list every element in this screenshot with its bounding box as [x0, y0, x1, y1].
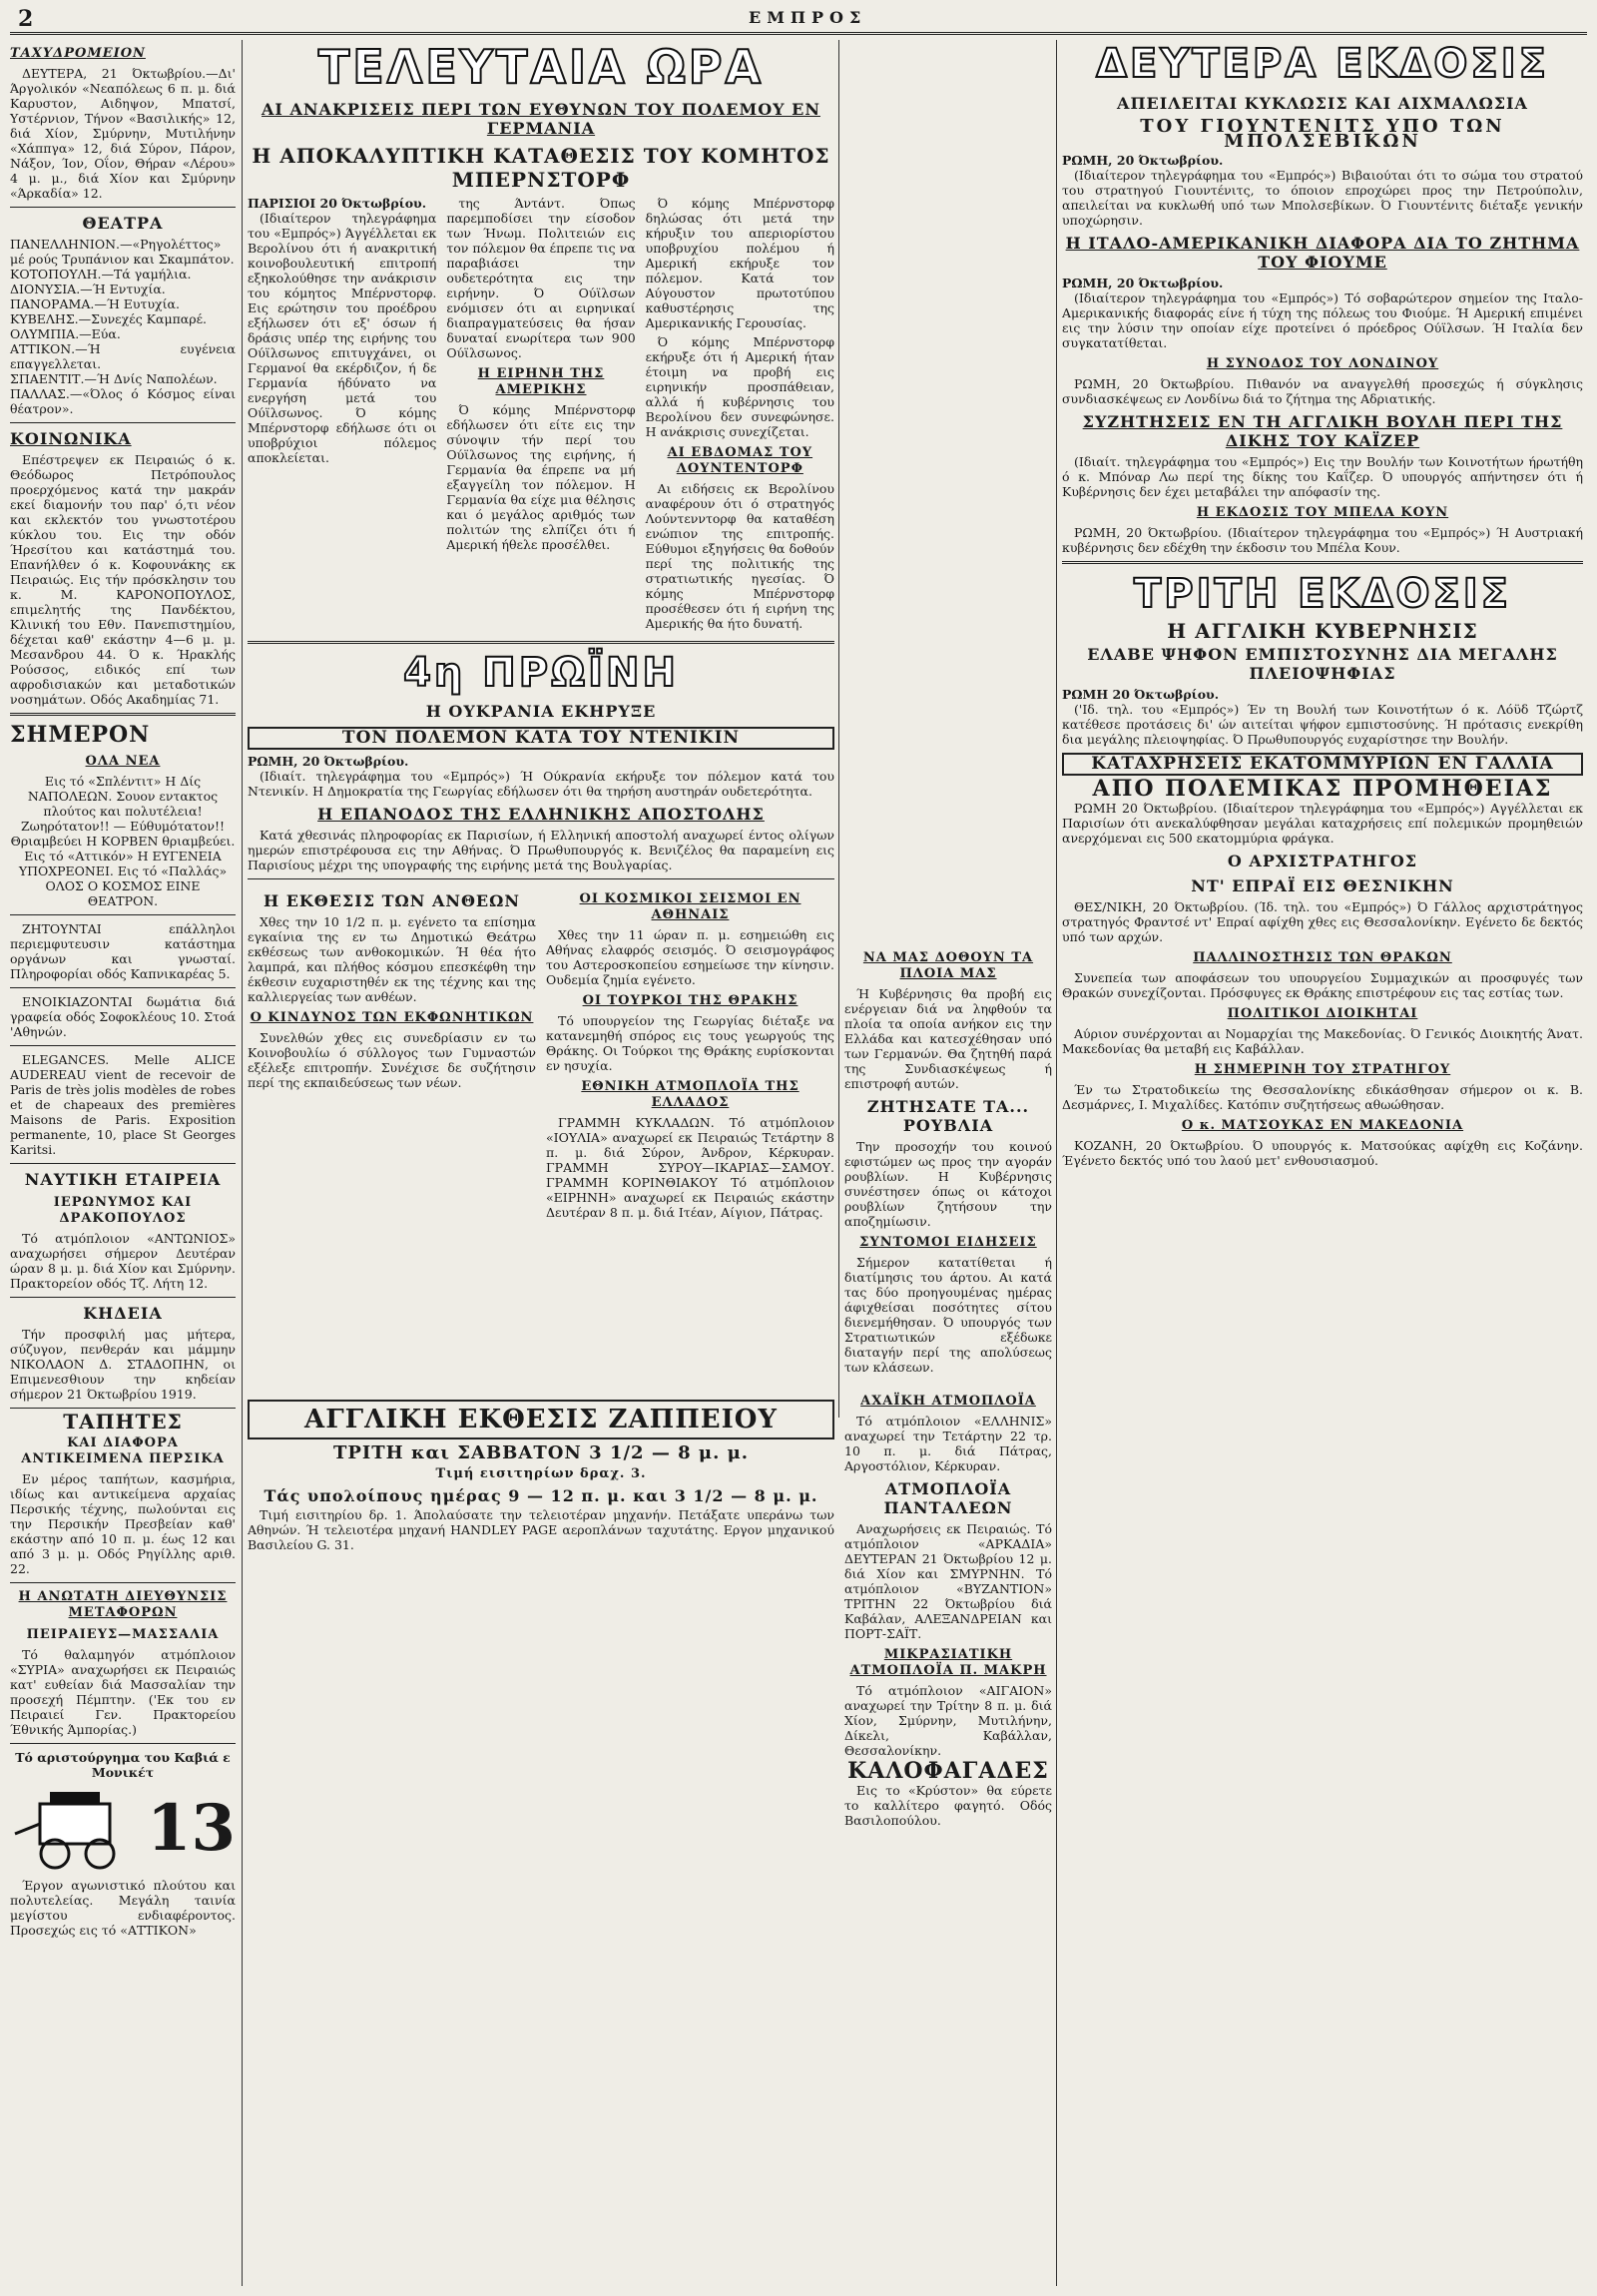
ad-number: 13 [146, 1791, 236, 1866]
mission-text: Κατά χθεσινάς πληροφορίας εκ Παρισίων, ή Ελληνική αποστολή αναχωρεί έντος ολίγων ημερών επιστρέφουσα εις την Αθήνας. Ό Πρωθυπουργός κ. Βενιζέλος θα παραμείνη εις Παρισίους μέχρι της υπογραφής της ειρήνης μετά της Βουλγαρίας. [248, 828, 834, 872]
column-rule [838, 40, 839, 1418]
theatre-line: ΣΠΑΕΝΤΙΤ.—Ή Δνίς Ναπολέων. [10, 371, 218, 386]
general-subtitle: ΝΤ' ΕΠΡΑΪ ΕΙΣ ΘΕΣΝΙΚΗΝ [1191, 876, 1454, 895]
flowers-text: Χθες την 10 1/2 π. μ. εγένετο τα επίσημα εγκαίνια της εν τω Δημοτικώ Θεάτρω εκθέσεως των ανθοκομικών. Ή θέα ήτο λαμπρά, και πλήθος κόσμου επεσκέφθη την έκθεσιν ευχαριστηθέν εκ της τέχνης και της καλλιεργείας των ανθέων. [248, 914, 536, 1004]
carpet-text: Εν μέρος ταπήτων, κασμήρια, ιδίως και αντικείμενα αρχαίας Περσικής τέχνης, πωλούνται εις την Περσικήν Πρεσβείαν καθ' εκάστην από 10 π. μ. έως 12 και από 3 μ. μ. Οδός Ρηγίλλης αριθ. 22. [10, 1471, 236, 1576]
mstr-text: ΚΟΖΑΝΗ, 20 Όκτωβρίου. Ό υπουργός κ. Ματσούκας αφίχθη εις Κοζάνην. Έγένετο δεκτός υπό του λαού μετ' ενθουσιασμού. [1062, 1138, 1583, 1168]
theatre-line: ΟΛΥΜΠΙΑ.—Εύα. [10, 326, 121, 341]
kid-text: Συνελθών χθες εις συνεδρίασιν εν τω Κοινοβουλίω ό σύλλογος των Γυμναστών εξέλεξε επιτροπήν. Συνέχισε δε συζήτησιν περί της εκπαιδεύσεως των νέων. [248, 1030, 536, 1090]
post-text: ΔΕΥΤΕΡΑ, 21 Όκτωβρίου.—Δι' Άργολικόν «Νεαπόλεως 6 π. μ. διά Καρυστον, Αιδηψον, Μπατσί, Υστέρνιον, Τήνον «Βασιλικής» 12, διά Χίον, Σμύρνην, Μυτιλήνην «Χάππγα» 12, διά Σύρον, Πάρον, Νάξον, Ίον, Οΐον, Θήραν «Λέρου» 4 μ. μ., διά Χίον και Σμύρνην «Άρκαδία» 12. [10, 66, 236, 201]
london-text: ΡΩΜΗ, 20 Όκτωβρίου. Πιθανόν να αναγγελθή προσεχώς ή σύγκλησις συνδιασκέψεως εν Λονδίνω διά το ζήτημα της Αδριατικής. [1062, 376, 1583, 406]
section-title: ΑΙ ΕΒΔΟΜΑΣ ΤΟΥ ΛΟΥΝΤΕΝΤΟΡΦ [667, 445, 813, 476]
national-title: ΕΘΝΙΚΗ ΑΤΜΟΠΛΟΪΑ ΤΗΣ ΕΛΛΑΔΟΣ [581, 1079, 799, 1110]
uk-subtitle: ΕΛΑΒΕ ΨΗΦΟΝ ΕΜΠΙΣΤΟΣΥΝΗΣ ΔΙΑ ΜΕΓΑΛΗΣ ΠΛΕΙΟΨΗΦΙΑΣ [1087, 645, 1558, 683]
rent-ad: ΕΝΟΙΚΙΑΖΟΝΤΑΙ δωμάτια διά γραφεία οδός Σοφοκλέους 10. Στοά 'Αθηνών. [10, 994, 236, 1039]
exhibit-banner: ΑΓΓΛΙΚΗ ΕΚΘΕΣΙΣ ΖΑΠΠΕΙΟΥ [248, 1400, 834, 1439]
army-title: Η ΣΗΜΕΡΙΝΗ ΤΟΥ ΣΤΡΑΤΗΓΟΥ [1194, 1062, 1451, 1077]
rouble-title: ΖΗΤΗΣΑΤΕ ΤΑ... ΡΟΥΒΛΙΑ [866, 1097, 1030, 1135]
column-rule [1056, 40, 1057, 2286]
theatre-title: ΘΕΑΤΡΑ [82, 214, 164, 233]
second-edition-banner: ΔΕΥΤΕΡΑ ΕΚΔΟΣΙΣ [1096, 41, 1549, 87]
pantaleon-text: Αναχωρήσεις εκ Πειραιώς. Τό ατμόπλοιον «ΑΡΚΑΔΙΑ» ΔΕΥΤΕΡΑΝ 21 Όκτωβρίου 12 μ. διά Χίον και ΣΜΥΡΝΗΝ. Τό ατμόπλοιον «ΒΥΖΑΝΤΙΟΝ» ΤΡΙΤΗΝ 22 Όκτωβρίου διά Καβάλαν, ΑΛΕΞΑΝΔΡΕΙΑΝ και ΠΟΡΤ-ΣΑΪΤ. [844, 1521, 1052, 1641]
article-text: Ό κόμης Μπέρνστορφ δηλώσας ότι μετά την κήρυξιν του απεριορίστου υποβρυχίου πολέμου ή Αμερική εκήρυξε τον πόλεμον. Κατά τον Αύγουστον πρωτοτύπου καθυστέρησις της Αμερικανικής Γερουσίας. [645, 196, 834, 330]
cosmos-title: ΟΙ ΚΟΣΜΙΚΟΙ ΣΕΙΣΜΟΙ ΕΝ ΑΘΗΝΑΙΣ [579, 891, 801, 922]
salonika-title: ΠΑΛΛΙΝΟΣΤΗΣΙΣ ΤΩΝ ΘΡΑΚΩΝ [1193, 950, 1452, 965]
kiev-subtitle: ΤΟΥ ΓΙΟΥΝΤΕΝΙΤΣ ΥΠΟ ΤΩΝ ΜΠΟΛΣΕΒΙΚΩΝ [1140, 116, 1505, 152]
pantaleon-title: ΑΤΜΟΠΛΟΪΑ ΠΑΝΤΑΛΕΩΝ [883, 1479, 1013, 1517]
fourth-edition-banner: 4η ΠΡΩΪΝΗ [403, 650, 679, 696]
article-text: (Ιδιαίτερον τηλεγράφημα του «Εμπρός») Άγγέλλεται εκ Βερολίνου ότι ή ανακριτική κοινοβουλευτική επιτροπή εξηκολούθησε την ανάκρισιν του κόμητος Μπέρνστορφ. Εις ερώτησιν του προέδρου εξήλωσεν ότι εξ' όσων ή δράσις υπέρ της ειρήνης του Ούϊλσωνος επιτυγχάνει, οι Γερμανοί θα εκέρδιζον, ή δε Γερμανία ήδύνατο να ενεργήση μετά του Ούϊλσωνος. Ό κόμης Μπέρνστορφ εδήλωσε ότι οι υποβρύχιοι πόλεμος αποκλείεται. [248, 211, 437, 465]
general-text: ΘΕΣ/ΝΙΚΗ, 20 Όκτωβρίου. (Ίδ. τηλ. του «Εμπρός») Ό Γάλλος αρχιστράτηγος στρατηγός Φραντσέ ντ' Επραί αφίχθη χθες εις Θεσσαλονίκην. Εγένετο δε δεκτός υπό των αρχών. [1062, 899, 1583, 944]
last-hour-subtitle: ΑΙ ΑΝΑΚΡΙΣΕΙΣ ΠΕΡΙ ΤΩΝ ΕΥΘΥΝΩΝ ΤΟΥ ΠΟΛΕΜΟΥ ΕΝ ΓΕΡΜΑΝΙΑ [262, 100, 820, 138]
london-title: Η ΣΥΝΟΔΟΣ ΤΟΥ ΛΟΝΔΙΝΟΥ [1206, 356, 1439, 371]
page-number: 2 [18, 6, 34, 32]
shipping-text: Τό ατμόπλοιον «ΑΝΤΩΝΙΟΣ» αναχωρήσει σήμερον Δευτέραν ώραν 8 μ. μ. διά Χίον και Σμύρνην. Πρακτορείον οδός Τζ. Λήτη 12. [10, 1231, 236, 1291]
ships-text: Ή Κυβέρνησις θα προβή εις ενέργειαν διά να ληφθούν τα πλοία τα οποία ανήκον εις την Ελλάδα και κατεσχέθησαν υπό των Γερμανών. Θα ζητηθή παρά της Συνδιασκέψεως ή επιστροφή αυτών. [844, 986, 1052, 1091]
army-text: Έν τω Στρατοδικείω της Θεσσαλονίκης εδικάσθησαν σήμερον οι κ. Β. Δεσμάρνες, Ι. Μιχαλίδες. Κατόπιν συζητήσεως αθωώθησαν. [1062, 1082, 1583, 1112]
fiume-dateline: ΡΩΜΗ, 20 Όκτωβρίου. [1062, 276, 1224, 290]
mission-title: Η ΕΠΑΝΟΔΟΣ ΤΗΣ ΕΛΛΗΝΙΚΗΣ ΑΠΟΣΤΟΛΗΣ [317, 805, 765, 824]
theatre-line: ΚΟΤΟΠΟΥΛΗ.—Τά γαμήλια. [10, 267, 192, 282]
funeral-title: ΚΗΔΕΙΑ [83, 1304, 163, 1323]
attikon-ad-line: Τό αριστούργημα του Καβιά ε Μονικέτ [15, 1750, 231, 1780]
column-rule [242, 40, 243, 2286]
social-text: Επέστρεψεν εκ Πειραιώς ό κ. Θεόδωρος Πετρόπουλος προερχόμενος κατά την μακράν εκεί διαμονήν του παρ' ό,τι νέον και εκλεκτόν του γνωστοτέρου κύκλου του. Εις την οδόν Ήρεσίτου και κατάστημά του. Επανήλθεν ό κ. Κοφουνάκης εκ Πειραιώς. Εις τήν πρόσκλησιν του κ. Μ. ΚΑΡΟΝΟΠΟΥΛΟΣ, επιμελητής της Πανδέκτου, Κλινική του Εθν. Πανεπιστημίου, δέχεται καθ' εκάστην 4—6 μ. μ. Μεσανδρου 44. Ό κ. Ήρακλής Ρούσσος, ειδικός επί των αφροδισιακών και μεταδοτικών νοσημάτων. Οδός Ακαδημίας 71. [10, 452, 236, 707]
dateline: ΠΑΡΙΣΙΟΙ 20 Όκτωβρίου. [248, 196, 427, 211]
general-title: Ο ΑΡΧΙΣΤΡΑΤΗΓΟΣ [1227, 852, 1418, 870]
transport-subtitle: ΠΕΙΡΑΙΕΥΣ—ΜΑΣΣΑΛΙΑ [26, 1627, 220, 1642]
attikon-ad-text: Έργον αγωνιστικό πλούτου και πολυτελείας. Μεγάλη ταινία μεγίστου ενδιαφέροντος. Προσεχώς εις τό «ΑΤΤΙΚΟΝ» [10, 1878, 236, 1938]
today-subtitle: ΟΛΑ ΝΕΑ [85, 754, 161, 769]
article-text: Ό κόμης Μπέρνστορφ εκήρυξε ότι ή Αμερική ήταν έτοιμη να προβή εις ειρηνικήν προσπάθειαν, αλλά ή κυβέρνησις του Βερολίνου δεν συνεφώνησε. Η ανάκρισις συνεχίζεται. [645, 334, 834, 439]
last-hour-banner: ΤΕΛΕΥΤΑΙΑ ΩΡΑ [317, 40, 765, 94]
shipping-title: ΝΑΥΤΙΚΗ ΕΤΑΙΡΕΙΑ [24, 1170, 222, 1189]
shipping-subtitle: ΙΕΡΩΝΥΜΟΣ ΚΑΙ ΔΡΑΚΟΠΟΥΛΟΣ [53, 1195, 193, 1226]
social-title: ΚΟΙΝΩΝΙΚΑ [10, 429, 132, 448]
ships-title: ΝΑ ΜΑΣ ΔΟΘΟΥΝ ΤΑ ΠΛΟΙΑ ΜΑΣ [862, 950, 1034, 981]
uk-text: ('Ιδ. τηλ. του «Εμπρός») Έν τη Βουλή των Κοινοτήτων ό κ. Λόϋδ Τζώρτζ κατέθεσε προτάσεις δι' ών αιτείται ψήφον εμπιστοσύνης. Ή πρότασις ενεκρίθη δια μεγάλης πλειοψηφίας. Ό Πρωθυπουργός ευχαρίστησε την Βουλήν. [1062, 702, 1583, 747]
column-left [10, 40, 236, 2286]
flowers-title: Η ΕΚΘΕΣΙΣ ΤΩΝ ΑΝΘΕΩΝ [264, 891, 520, 910]
newspaper-page [10, 6, 1587, 2292]
politics-title: ΠΟΛΙΤΙΚΟΙ ΔΙΟΙΚΗΤΑΙ [1227, 1006, 1418, 1021]
thrace-text: Τό υπουργείον της Γεωργίας διέταξε να κατανεμηθή σπόρος εις τους γεωργούς της Θράκης. Οι Τούρκοι της Θράκης ευρίσκονται εν ησυχία. [546, 1013, 834, 1073]
today-text: Εις τό «Σπλέντιτ» Η Δίς ΝΑΠΟΛΕΩΝ. Σουον εντακτος πλούτος και πολυτέλεια! Ζωηρότατον!! — Εύθυμότατον!! Θριαμβεύει Η ΚΟΡΒΕΝ θριαμβεύει. Εις τό «Αττικόν» Η ΕΥΓΕΝΕΙΑ ΥΠΟΧΡΕΟΝΕΙ. Εις τό «Παλλάς» ΟΛΟΣ Ο ΚΟΣΜΟΣ ΕΙΝΕ ΘΕΑΤΡΟΝ. [10, 774, 236, 908]
exhibit-ad [248, 1394, 834, 2282]
makri-title: ΜΙΚΡΑΣΙΑΤΙΚΗ ΑΤΜΟΠΛΟΪΑ Π. ΜΑΚΡΗ [849, 1647, 1047, 1678]
theatre-line: ΚΥΒΕΛΗΣ.—Συνεχές Καμπαρέ. [10, 311, 208, 326]
funeral-text: Τήν προσφιλή μας μήτερα, σύζυγον, πενθεράν και μάμμην ΝΙΚΟΛΑΟΝ Δ. ΣΤΑΔΟΠΗΝ, οι Επιμενεσθιουν την κηδείαν σήμερον 21 Όκτωβρίου 1919. [10, 1327, 236, 1402]
france-subtitle: ΑΠΟ ΠΟΛΕΜΙΚΑΣ ΠΡΟΜΗΘΕΙΑΣ [1092, 776, 1553, 802]
exhibit-other-hours: Τάς υπολοίπους ημέρας 9 — 12 π. μ. και 3 1/2 — 8 μ. μ. [264, 1486, 818, 1505]
thrace-title: ΟΙ ΤΟΥΡΚΟΙ ΤΗΣ ΘΡΑΚΗΣ [582, 993, 798, 1008]
kiev-text: (Ιδιαίτερον τηλεγράφημα του «Εμπρός») Βιβαιούται ότι το σώμα του στρατού του στρατηγού Γιουντένιτς, το όποιον επροχώρει προς την Πετρούπολιν, απειλείται να κυκλωθή υπό των Μπολσεβίκων. Ό Γιουντένιτς διέταξε γενικήν υποχώρησιν. [1062, 168, 1583, 228]
column-shipping [844, 1388, 1052, 2286]
fiume-text: (Ιδιαίτερον τηλεγράφημα του «Εμπρός») Τό σοβαρώτερον σημείον της Ιταλο-Αμερικανικής διαφοράς είνε ή τύχη της πόλεως του Φιούμε. Ή Αμερική επιμένει εις την λύσιν την οποίαν είχε προτείνει ό πρόεδρος Ούϊλσων. Ή Ιταλία δεν συγκατατίθεται. [1062, 290, 1583, 350]
wanted-ad: ΖΗΤΟΥΝΤΑΙ επάλληλοι περιεμφυτευσιν κατάστημα οργάνων και γνωσταί. Πληροφορίαι οδός Καπνικαρέας 5. [10, 921, 236, 981]
column-middle-right [844, 944, 1052, 1384]
kiev-title: ΑΠΕΙΛΕΙΤΑΙ ΚΥΚΛΩΣΙΣ ΚΑΙ ΑΙΧΜΑΛΩΣΙΑ [1117, 94, 1528, 113]
ukraine-title: Η ΟΥΚΡΑΝΙΑ ΕΚΗΡΥΞΕ [425, 702, 657, 721]
belgium-text: ΡΩΜΗ, 20 Όκτωβρίου. (Ιδιαίτερον τηλεγράφημα του «Εμπρός») Ή Αυστριακή κυβέρνησις δεν εδέχθη την έκδοσιν του Μπέλα Κουν. [1062, 525, 1583, 555]
exhibit-price: Τιμή εισιτηρίων δραχ. 3. [435, 1466, 647, 1481]
article-text: της Άντάντ. Όπως παρεμποδίσει την είσοδον των Ήνωμ. Πολιτειών εις τον πόλεμον θα έπρεπε τις να παραβιάσει την ουδετερότητα εις την ειρήνην. Ό Ούϊλσων ενόμισεν ότι αι ειρηνικαί διαπραγματεύσεις θα ήσαν δυναταί ενωρίτερα των 900 Ούϊλσωνος. [446, 196, 636, 360]
transport-title: Η ΑΝΩΤΑΤΗ ΔΙΕΥΘΥΝΣΙΣ ΜΕΤΑΦΟΡΩΝ [18, 1589, 228, 1620]
uk-dateline: ΡΩΜΗ 20 Όκτωβρίου. [1062, 687, 1220, 702]
column-last-hour [248, 40, 834, 1418]
theatre-line: ΔΙΟΝΥΣΙΑ.—Ή Εντυχία. [10, 282, 166, 296]
ukraine-subtitle: ΤΟΝ ΠΟΛΕΜΟΝ ΚΑΤΑ ΤΟΥ ΝΤΕΝΙΚΙΝ [248, 727, 834, 750]
mstr-title: Ο κ. ΜΑΤΣΟΥΚΑΣ ΕΝ ΜΑΚΕΔΟΝΙΑ [1181, 1118, 1464, 1133]
theatre-line: ΠΑΝΕΛΛΗΝΙΟΝ.—«Ρηγολέττος» μέ ρούς Τρυπάνιον και Σκαμπάτον. [10, 237, 235, 267]
post-title: ΤΑΧΥΔΡΟΜΕΙΟΝ [10, 46, 146, 61]
third-edition-banner: ΤΡΙΤΗ ΕΚΔΟΣΙΣ [1134, 571, 1511, 617]
ukraine-text: (Ιδιαίτ. τηλεγράφημα του «Εμπρός») Ή Ούκρανία εκήρυξε τον πόλεμον κατά του Ντενικίν. Η Δημοκρατία της Γεωργίας εδήλωσεν ότι θα τηρήση αυστηράν ουδετερότητα. [248, 769, 834, 799]
transport-text: Τό θαλαμηγόν ατμόπλοιον «ΣΥΡΙΑ» αναχωρήσει εκ Πειραιώς κατ' ευθείαν διά Μασσαλίαν την προσεχή Πέμπτην. ('Εκ του εν Πειραιεί Γεν. Πρακτορείου Έθνικής Άμπορίας.) [10, 1647, 236, 1737]
masthead [10, 6, 1587, 35]
france-title: ΚΑΤΑΧΡΗΣΕΙΣ ΕΚΑΤΟΜΜΥΡΙΩΝ ΕΝ ΓΑΛΛΙΑ [1062, 753, 1583, 776]
article-text: Ό κόμης Μπέρνστορφ εδήλωσεν ότι είτε εις την σύνοψιν τήν περί του Ούϊλσωνος της ειρήνης, ή Γερμανία θα έπρεπε να μή εξαγγείλη τον πόλεμον. Η Γερμανία θα είχε μια θέλησις και ό μεγάλος αριθμός των πολιτών της ελπίζει ότι ή Αμερική ήθελε προσέλθει. [446, 402, 636, 552]
carpet-subtitle: ΚΑΙ ΔΙΑΦΟΡΑ ΑΝΤΙΚΕΙΜΕΝΑ ΠΕΡΣΙΚΑ [21, 1435, 225, 1466]
today-title: ΣΗΜΕΡΟΝ [10, 722, 151, 748]
theatre-line: ΠΑΝΟΡΑΜΑ.—Ή Ευτυχία. [10, 296, 180, 311]
brief-title: ΣΥΝΤΟΜΟΙ ΕΙΔΗΣΕΙΣ [859, 1235, 1037, 1250]
exhibit-days: ΤΡΙΤΗ και ΣΑΒΒΑΤΟΝ 3 1/2 — 8 μ. μ. [332, 1442, 750, 1463]
kalofagades-title: ΚΑΛΟΦΑΓΑΔΕΣ [847, 1758, 1049, 1784]
exhibit-text: Τιμή εισιτηρίου δρ. 1. Άπολαύσατε την τελειοτέραν μηχανήν. Πετάξατε υπεράνω των Αθηνών. Ή τελειοτέρα μηχανή HANDLEY PAGE αεροπλάνων ταχυτάτης. Εργον μηχανικού Βασιλείου G. 31. [248, 1507, 834, 1552]
salonika-text: Συνεπεία των αποφάσεων του υπουργείου Συμμαχικών αι προσφυγές των Θρακών συνεχίζονται. Πρόσφυγες εκ Θράκης επιστρέφουν εις τας εστίας των. [1062, 970, 1583, 1000]
debate-title: ΣΥΖΗΤΗΣΕΙΣ ΕΝ ΤΗ ΑΓΓΛΙΚΗ ΒΟΥΛΗ ΠΕΡΙ ΤΗΣ ΔΙΚΗΣ ΤΟΥ ΚΑΪΖΕΡ [1082, 412, 1563, 450]
cosmos-text: Χθες την 11 ώραν π. μ. εσημειώθη εις Αθήνας ελαφρός σεισμός. Ό σεισμογράφος του Αστεροσκοπείου εσημείωσε την κίνησιν. Ουδεμία ζημία εγένετο. [546, 927, 834, 987]
makri-text: Τό ατμόπλοιον «ΑΙΓΑΙΟΝ» αναχωρεί την Τρίτην 8 π. μ. διά Χίον, Σμύρνην, Μυτιλήνην, Δίκελι, Καβάλλαν, Θεσσαλονίκην. [844, 1683, 1052, 1758]
belgium-title: Η ΕΚΔΟΣΙΣ ΤΟΥ ΜΠΕΛΑ ΚΟΥΝ [1196, 505, 1449, 520]
column-right [1062, 40, 1583, 2286]
brief-text: Σήμερον κατατίθεται ή διατίμησις του άρτου. Αι κατά τας δύο προηγουμένας ημέρας άφιχθείσαι ποσότητες σίτου διενεμήθησαν. Ό υπουργός των Στρατιωτικών εξέδωκε διαταγήν περί της απολύσεως των κλάσεων. [844, 1255, 1052, 1375]
carriage-illustration-icon [10, 1784, 130, 1874]
kiev-dateline: ΡΩΜΗ, 20 Όκτωβρίου. [1062, 153, 1224, 168]
national-text: ΓΡΑΜΜΗ ΚΥΚΛΑΔΩΝ. Τό ατμόπλοιον «ΙΟΥΛΙΑ» αναχωρεί εκ Πειραιώς Τετάρτην 8 π. μ. διά Σύρον, Άνδρον, Κέρκυραν. ΓΡΑΜΜΗ ΣΥΡΟΥ—ΙΚΑΡΙΑΣ—ΣΑΜΟΥ. ΓΡΑΜΜΗ ΚΟΡΙΝΘΙΑΚΟΥ Τό ατμόπλοιον «ΕΙΡΗΝΗ» αναχωρεί εκ Πειραιώς εκάστην Δευτέραν 8 π. μ. διά Ιτέαν, Αίγιον, Πάτρας. [546, 1115, 834, 1220]
uk-title: Η ΑΓΓΛΙΚΗ ΚΥΒΕΡΝΗΣΙΣ [1167, 619, 1478, 643]
kid-title: Ο ΚΙΝΔΥΝΟΣ ΤΩΝ ΕΚΦΩΝΗΤΙΚΩΝ [250, 1010, 534, 1025]
paper-name: ΕΜΠΡΟΣ [749, 8, 867, 27]
carpet-title: ΤΑΠΗΤΕΣ [63, 1410, 183, 1434]
fiume-title: Η ΙΤΑΛΟ-ΑΜΕΡΙΚΑΝΙΚΗ ΔΙΑΦΟΡΑ ΔΙΑ ΤΟ ΖΗΤΗΜΑ ΤΟΥ ΦΙΟΥΜΕ [1065, 234, 1580, 272]
france-text: ΡΩΜΗ 20 Όκτωβρίου. (Ιδιαίτερον τηλεγράφημα του «Εμπρός») Αγγέλλεται εκ Παρισίων ότι ανεκαλύφθησαν μεγάλαι καταχρήσεις επί πολεμικών προμηθειών ανερχόμεναι εις 500 εκατομμύρια φράγκα. [1062, 801, 1583, 846]
debate-text: (Ιδιαίτ. τηλεγράφημα του «Εμπρός») Εις την Βουλήν των Κοινοτήτων ήρωτήθη ό κ. Μπόναρ Λω περί της δίκης του Καΐζερ. Ό υπουργός απήντησεν ότι ή Κυβέρνησις δεν έχει μεταβάλει την απόφασίν της. [1062, 454, 1583, 499]
section-title: Η ΕΙΡΗΝΗ ΤΗΣ ΑΜΕΡΙΚΗΣ [477, 366, 605, 397]
elegances-ad: ELEGANCES. Melle ALICE AUDEREAU vient de recevoir de Paris de très jolis modèles de robes et de chapeaux des premières Maisons de Paris. Exposition permanente, 10, place St Georges Karitsi. [10, 1052, 236, 1157]
kalofagades-text: Εις το «Κρύστον» θα εύρετε το καλλίτερο φαγητό. Οδός Βασιλοπούλου. [844, 1783, 1052, 1828]
politics-text: Αύριον συνέρχονται αι Νομαρχίαι της Μακεδονίας. Ό Γενικός Διοικητής Άνατ. Μακεδονίας θα μεταβή εις Καβάλλαν. [1062, 1026, 1583, 1056]
theatre-line: ΠΑΛΛΑΣ.—«Όλος ό Κόσμος είναι θέατρον». [10, 386, 236, 416]
rouble-text: Την προσοχήν του κοινού εφιστώμεν ως προς την αγοράν ρουβλίων. Η Κυβέρνησις συνέστησεν όπως οι κάτοχοι ρουβλίων ζητήσουν την αποζημίωσιν. [844, 1139, 1052, 1229]
axati-text: Τό ατμόπλοιον «ΕΛΛΗΝΙΣ» αναχωρεί την Τετάρτην 22 τρ. 10 π. μ. διά Πάτρας, Αργοστόλιον, Κέρκυραν. [844, 1414, 1052, 1473]
axati-title: ΑΧΑΪΚΗ ΑΤΜΟΠΛΟΪΑ [860, 1394, 1036, 1409]
ukraine-dateline: ΡΩΜΗ, 20 Όκτωβρίου. [248, 754, 409, 769]
article-text: Αι ειδήσεις εκ Βερολίνου αναφέρουν ότι ό στρατηγός Λούντενντορφ θα καταθέση ενώπιον της επιτροπής. Εύθυμοι εξηγήσεις θα δοθούν περί της πολιτικής της στρατιωτικής ηγεσίας. Ό κόμης Μπέρνστορφ προσέθεσεν ότι ή ειρήνη της Αμερικής θα ήτο δυνατή. [645, 481, 834, 631]
theatre-line: ΑΤΤΙΚΟΝ.—Ή ευγένεια επαγγελλεται. [10, 341, 236, 371]
last-hour-headline: Η ΑΠΟΚΑΛΥΠΤΙΚΗ ΚΑΤΑΘΕΣΙΣ ΤΟΥ ΚΟΜΗΤΟΣ ΜΠΕΡΝΣΤΟΡΦ [252, 144, 830, 192]
